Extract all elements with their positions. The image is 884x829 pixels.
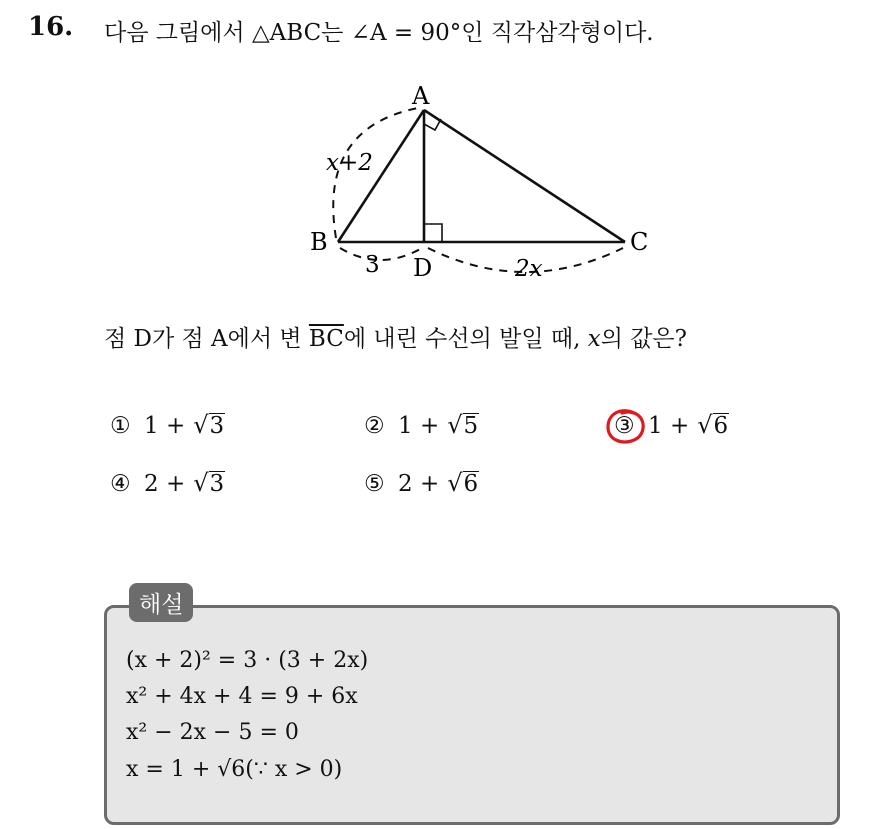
choice-int: 2 +	[144, 471, 186, 497]
subquestion-mid: 에 내린 수선의 발일 때,	[343, 326, 588, 352]
radical-sign-icon: √	[697, 411, 713, 440]
label-bd-length: 3	[365, 252, 380, 278]
solution-line-4: x = 1 + √6(∵ x > 0)	[126, 757, 343, 782]
choice-3[interactable]	[614, 413, 729, 439]
label-ab-length: x+2	[326, 150, 373, 176]
choice-int: 1 +	[398, 413, 440, 439]
sqrt	[447, 413, 479, 438]
solution-tag: 해설	[129, 583, 193, 622]
label-b: B	[310, 228, 328, 256]
choice-mark: ③	[614, 413, 635, 439]
choice-2[interactable]	[364, 413, 479, 439]
radical-sign-icon: √	[447, 411, 463, 440]
sqrt	[193, 413, 225, 438]
sqrt	[193, 471, 225, 496]
subquestion-text	[104, 320, 687, 353]
label-c: C	[630, 228, 649, 256]
triangle-notation: △ABC	[251, 20, 322, 46]
side-ac	[424, 110, 625, 242]
choice-1[interactable]	[110, 413, 225, 439]
radicand: 3	[209, 471, 225, 498]
solution-line-3: x² − 2x − 5 = 0	[126, 720, 299, 745]
solution-box	[104, 605, 840, 825]
radicand: 5	[463, 413, 479, 440]
choice-5[interactable]	[364, 471, 479, 497]
question-text	[104, 14, 654, 47]
choice-4[interactable]	[110, 471, 225, 497]
radical-sign-icon: √	[193, 469, 209, 498]
choice-mark: ①	[110, 413, 131, 439]
radicand: 3	[209, 413, 225, 440]
choice-int: 1 +	[144, 413, 186, 439]
segment-bc: $\overline{BC}$	[308, 326, 344, 352]
radical-sign-icon: √	[193, 411, 209, 440]
sqrt	[447, 471, 479, 496]
angle-condition: ∠A = 90°	[350, 20, 462, 46]
choice-int: 1 +	[648, 413, 690, 439]
side-ab	[338, 110, 424, 242]
radical-sign-icon: √	[447, 469, 463, 498]
choice-mark: ②	[364, 413, 385, 439]
question-number: 16.	[28, 12, 74, 42]
question-text-mid: 는	[321, 20, 351, 46]
choice-mark: ⑤	[364, 471, 385, 497]
right-angle-mark-d	[424, 224, 442, 242]
subquestion-pre: 점 D가 점 A에서 변	[104, 326, 309, 352]
question-text-suffix: 인 직각삼각형이다.	[461, 20, 654, 46]
sqrt	[697, 413, 729, 438]
choice-int: 2 +	[398, 471, 440, 497]
radicand: 6	[713, 413, 729, 440]
solution-line-1: (x + 2)² = 3 · (3 + 2x)	[126, 648, 369, 673]
triangle-figure	[300, 78, 670, 288]
radicand: 6	[463, 471, 479, 498]
question-text-prefix: 다음 그림에서	[104, 20, 252, 46]
label-a: A	[412, 82, 430, 110]
variable-x: x	[587, 326, 601, 352]
choice-mark: ④	[110, 471, 131, 497]
dashed-arc-bd	[340, 248, 422, 260]
label-d: D	[413, 254, 433, 282]
solution-line-2: x² + 4x + 4 = 9 + 6x	[126, 684, 358, 709]
label-dc-length: 2x	[515, 256, 543, 282]
subquestion-post: 의 값은?	[600, 326, 687, 352]
